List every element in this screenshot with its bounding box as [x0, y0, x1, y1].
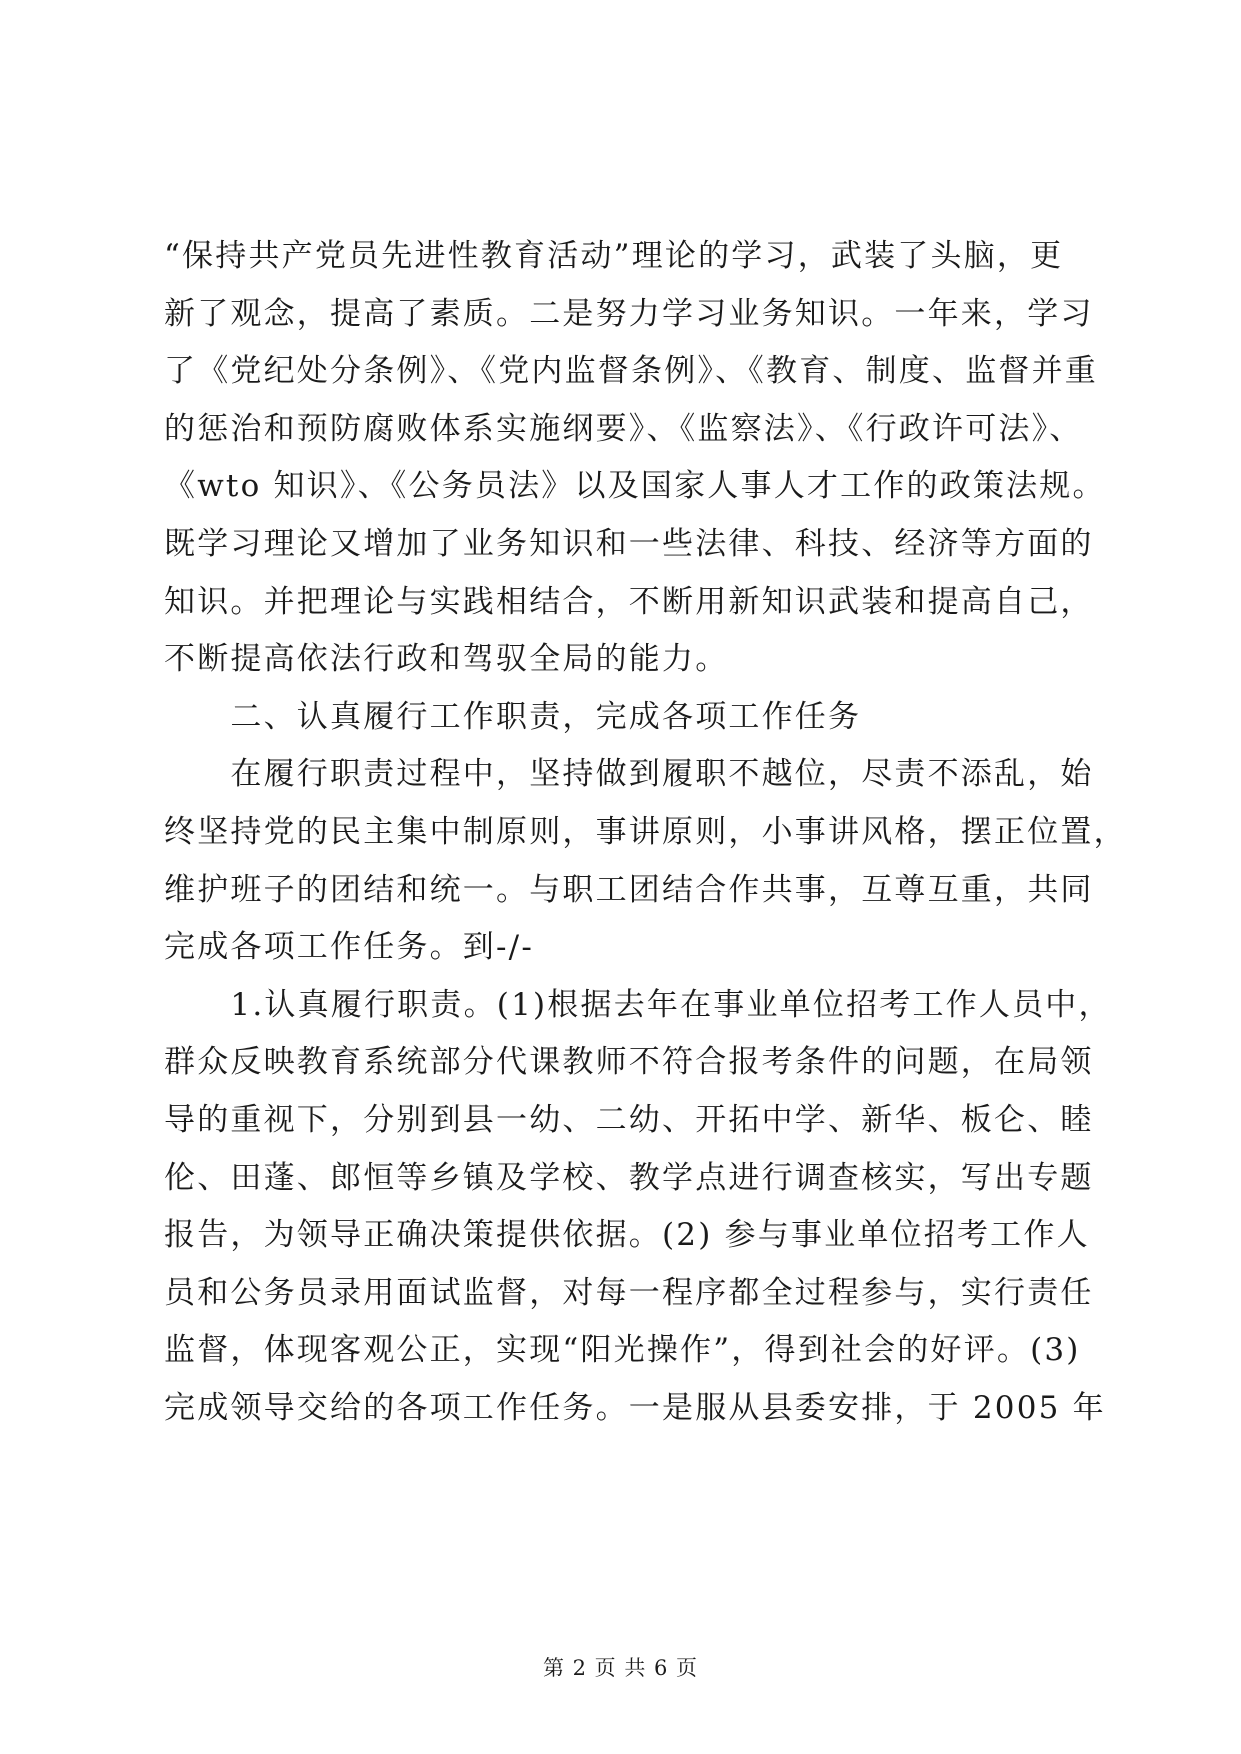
text-line-18: 报告，为领导正确决策提供依据。(2) 参与事业单位招考工作人 [164, 1217, 1090, 1254]
text-line-4: 的惩治和预防腐败体系实施纲要》、《监察法》、《行政许可法》、 [164, 410, 1083, 447]
text-line-10: 在履行职责过程中，坚持做到履职不越位，尽责不添乱，始 [164, 756, 1094, 793]
text-line-13: 完成各项工作任务。到-/- [164, 929, 534, 966]
text-line-17: 伦、田蓬、郎恒等乡镇及学校、教学点进行调查核实，写出专题 [164, 1159, 1094, 1196]
text-line-7: 知识。并把理论与实践相结合，不断用新知识武装和提高自己， [164, 583, 1094, 620]
text-line-3: 了《党纪处分条例》、《党内监督条例》、《教育、制度、监督并重 [164, 353, 1098, 390]
text-line-15: 群众反映教育系统部分代课教师不符合报考条件的问题，在局领 [164, 1044, 1094, 1081]
document-body [164, 228, 1127, 1437]
text-line-16: 导的重视下，分别到县一幼、二幼、开拓中学、新华、板仑、睦 [164, 1101, 1094, 1138]
text-line-11: 终坚持党的民主集中制原则，事讲原则，小事讲风格，摆正位置， [164, 813, 1127, 850]
section-heading: 二、认真履行工作职责，完成各项工作任务 [164, 698, 862, 735]
page-number-footer: 第 2 页 共 6 页 [542, 1656, 699, 1680]
text-line-2: 新了观念，提高了素质。二是努力学习业务知识。一年来，学习 [164, 295, 1094, 332]
text-line-8: 不断提高依法行政和驾驭全局的能力。 [164, 641, 729, 678]
text-line-1: “保持共产党员先进性教育活动”理论的学习，武装了头脑，更 [164, 238, 1064, 274]
text-line-21: 完成领导交给的各项工作任务。一是服从县委安排，于 2005 年 [164, 1389, 1106, 1426]
text-line-12: 维护班子的团结和统一。与职工团结合作共事，互尊互重，共同 [164, 871, 1094, 908]
text-line-5: 《wto 知识》、《公务员法》以及国家人事人才工作的政策法规。 [164, 468, 1106, 505]
text-line-20: 监督，体现客观公正，实现“阳光操作”，得到社会的好评。(3) [164, 1332, 1081, 1369]
text-line-6: 既学习理论又增加了业务知识和一些法律、科技、经济等方面的 [164, 525, 1094, 562]
text-line-19: 员和公务员录用面试监督，对每一程序都全过程参与，实行责任 [164, 1274, 1094, 1311]
text-line-14: 1.认真履行职责。(1)根据去年在事业单位招考工作人员中， [164, 986, 1112, 1023]
